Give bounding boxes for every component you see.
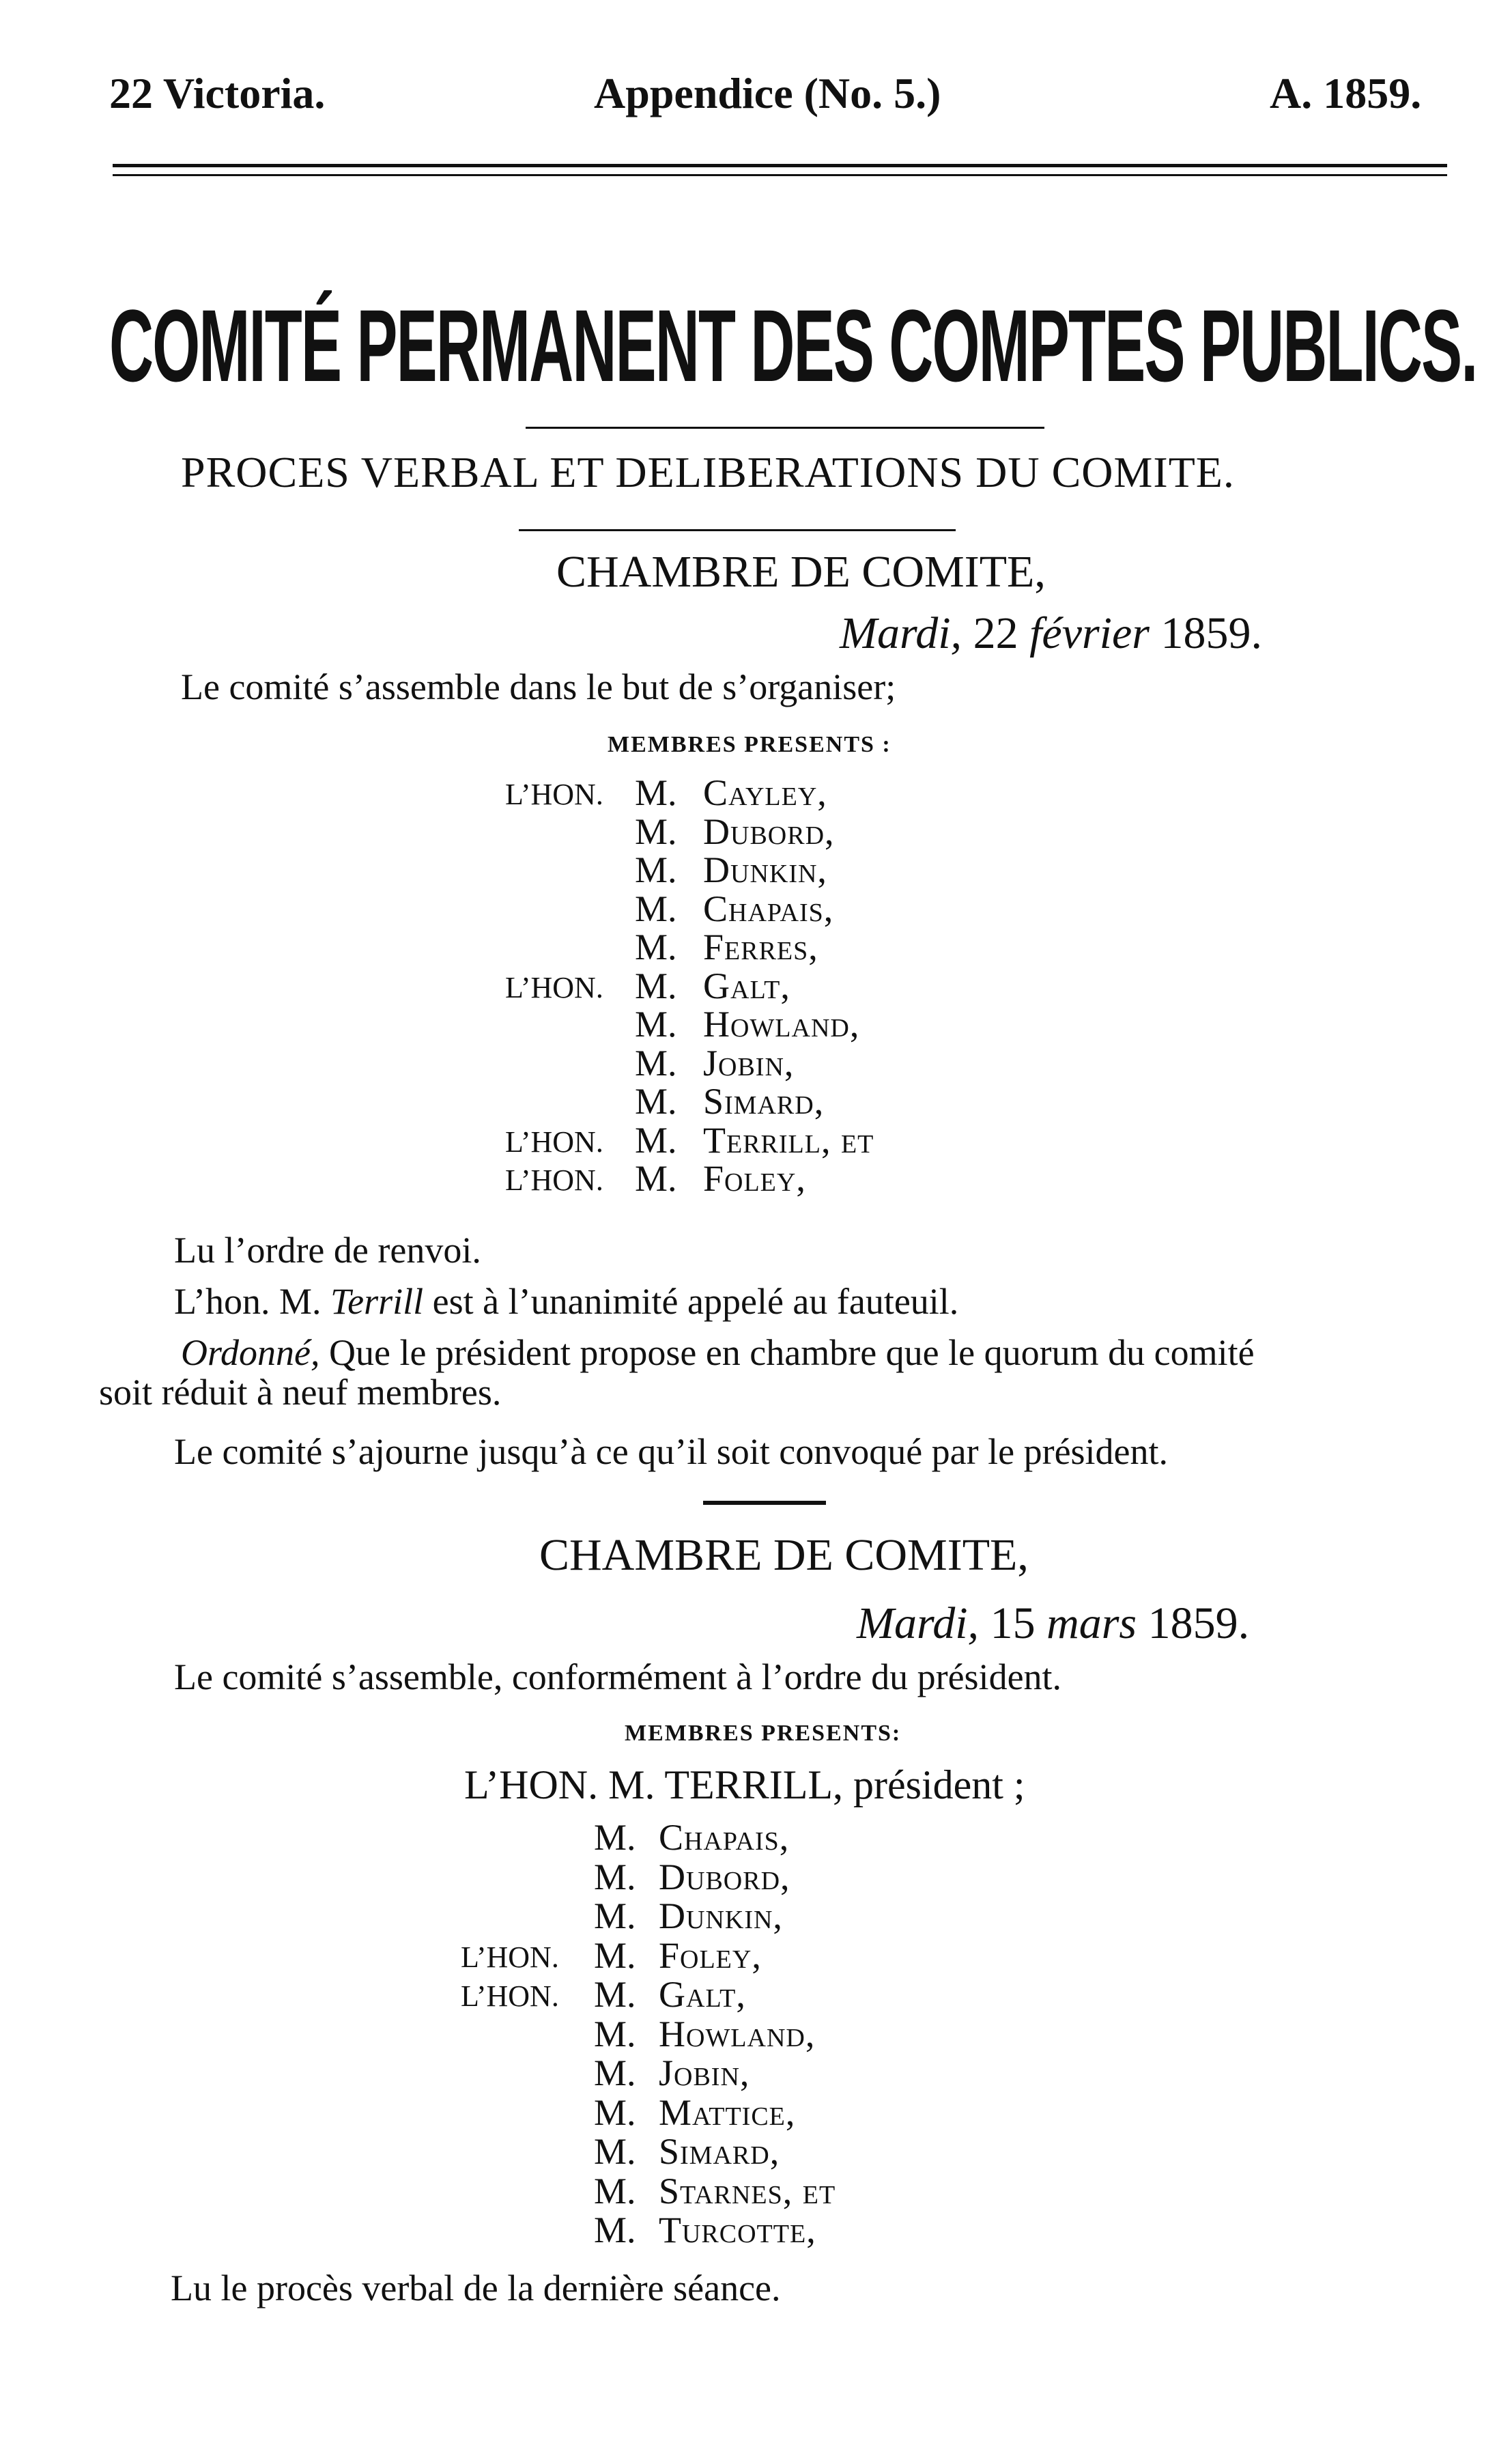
member-name: Dunkin, (659, 1895, 783, 1936)
member-title: M. (594, 1974, 636, 2015)
member-hon: L’HON. (461, 1940, 559, 1974)
member-title: M. (594, 2013, 636, 2054)
member-hon: L’HON. (505, 1163, 603, 1197)
member-row (0, 849, 1512, 888)
session2-chamber: CHAMBRE DE COMITE, (539, 1530, 1029, 1580)
member-row (0, 772, 1512, 813)
session1-day: Mardi, (840, 608, 962, 658)
member-name: Dunkin, (703, 849, 827, 890)
session1-p2-prefix: L’hon. M. (174, 1281, 322, 1322)
member-title: M. (635, 1004, 677, 1045)
header-rule-thin (113, 174, 1447, 176)
member-title: M. (594, 2052, 636, 2093)
member-name: Dubord, (659, 1856, 790, 1897)
page-subtitle: PROCES VERBAL ET DELIBERATIONS DU COMITE. (181, 448, 1235, 496)
member-name: Chapais, (659, 1817, 790, 1858)
session1-members-heading: MEMBRES PRESENTS : (608, 732, 891, 757)
page-title: COMITÉ PERMANENT DES COMPTES PUBLICS. (109, 288, 1477, 403)
header-rule-thick (113, 164, 1447, 167)
member-name: Turcotte, (659, 2209, 816, 2250)
member-title: M. (594, 2209, 636, 2250)
session1-dateline (840, 608, 1262, 660)
member-title: M. (635, 1042, 677, 1084)
member-row (0, 2091, 1512, 2131)
member-row (0, 810, 1512, 852)
member-title: M. (635, 810, 677, 852)
member-name: Chapais, (703, 888, 834, 929)
member-title: M. (594, 2170, 636, 2212)
member-name: Cayley, (703, 772, 827, 813)
session-divider (703, 1501, 826, 1505)
member-title: M. (594, 2131, 636, 2172)
header-session: 22 Victoria. (109, 69, 326, 117)
session1-p4: Le comité s’ajourne jusqu’à ce qu’il soit convoqué par le président. (174, 1431, 1169, 1472)
session2-month: mars (1046, 1598, 1137, 1648)
session1-p3-text: Que le président propose en chambre que le quorum du comité (328, 1332, 1255, 1373)
member-title: M. (635, 772, 677, 813)
member-title: M. (635, 849, 677, 890)
session1-year: 1859. (1160, 608, 1262, 658)
header-appendix: Appendice (No. 5.) (594, 69, 941, 117)
title-divider (526, 427, 1044, 429)
session2-intro: Le comité s’assemble, conformément à l’ordre du président. (174, 1656, 1062, 1697)
session1-p3-italic: Ordonné, (181, 1332, 320, 1373)
member-title: M. (635, 1158, 677, 1199)
member-title: M. (635, 888, 677, 929)
member-row (0, 1042, 1512, 1084)
subtitle-divider (519, 529, 956, 531)
member-name: Howland, (659, 2013, 816, 2054)
member-row (0, 1157, 1512, 1199)
member-row (0, 2052, 1512, 2091)
member-title: M. (594, 1856, 636, 1897)
member-hon: L’HON. (505, 778, 603, 811)
session1-p3-line1 (181, 1331, 1255, 1374)
member-row (0, 2013, 1512, 2052)
member-row (0, 1973, 1512, 2013)
member-row (0, 888, 1512, 927)
member-hon: L’HON. (505, 1125, 603, 1159)
member-name: Galt, (703, 965, 790, 1006)
member-title: M. (594, 1817, 636, 1858)
member-name: Dubord, (703, 810, 835, 852)
member-name: Galt, (659, 1974, 746, 2015)
member-row (0, 1816, 1512, 1856)
member-row (0, 1119, 1512, 1161)
member-name: Jobin, (659, 2052, 750, 2093)
member-name: Howland, (703, 1004, 860, 1045)
member-name: Terrill, et (703, 1119, 874, 1161)
session2-p1: Lu le procès verbal de la dernière séance. (171, 2268, 781, 2308)
member-title: M. (635, 1081, 677, 1122)
session2-members-heading: MEMBRES PRESENTS: (625, 1721, 902, 1746)
member-row (0, 1003, 1512, 1045)
member-hon: L’HON. (461, 1979, 559, 2013)
member-name: Foley, (659, 1934, 762, 1976)
member-title: M. (594, 2091, 636, 2133)
session1-p2-suffix: est à l’unanimité appelé au fauteuil. (432, 1281, 959, 1322)
session1-p3-line2: soit réduit à neuf membres. (99, 1372, 502, 1413)
session1-p2-italic: Terrill (330, 1281, 424, 1322)
member-name: Mattice, (659, 2091, 796, 2133)
member-title: M. (635, 927, 677, 968)
member-title: M. (635, 965, 677, 1006)
session2-day: Mardi, (857, 1598, 980, 1648)
member-row (0, 2209, 1512, 2248)
session1-p2 (174, 1280, 958, 1323)
member-row (0, 1856, 1512, 1895)
member-title: M. (594, 1895, 636, 1936)
member-name: Simard, (703, 1081, 825, 1122)
member-row (0, 1895, 1512, 1934)
member-title: M. (594, 1934, 636, 1976)
member-hon: L’HON. (505, 970, 603, 1004)
session2-president-line: L’HON. M. TERRILL, président ; (464, 1762, 1025, 1807)
member-row (0, 2170, 1512, 2212)
header-year: A. 1859. (1270, 69, 1422, 117)
session2-year: 1859. (1147, 1598, 1250, 1648)
member-row (0, 1080, 1512, 1122)
member-title: M. (635, 1119, 677, 1161)
session2-date-num: 15 (990, 1598, 1036, 1648)
session1-chamber: CHAMBRE DE COMITE, (556, 547, 1046, 597)
session2-dateline (857, 1598, 1249, 1650)
member-row (0, 2130, 1512, 2170)
session1-p1: Lu l’ordre de renvoi. (174, 1230, 481, 1271)
member-row (0, 965, 1512, 1004)
member-name: Starnes, et (659, 2170, 836, 2212)
session1-month: février (1029, 608, 1150, 658)
member-row (0, 1934, 1512, 1974)
member-row (0, 926, 1512, 968)
member-name: Jobin, (703, 1042, 795, 1084)
session1-date-num: 22 (973, 608, 1018, 658)
member-name: Foley, (703, 1158, 806, 1199)
member-name: Simard, (659, 2131, 780, 2172)
member-name: Ferres, (703, 927, 818, 968)
session1-intro: Le comité s’assemble dans le but de s’organiser; (181, 666, 896, 707)
